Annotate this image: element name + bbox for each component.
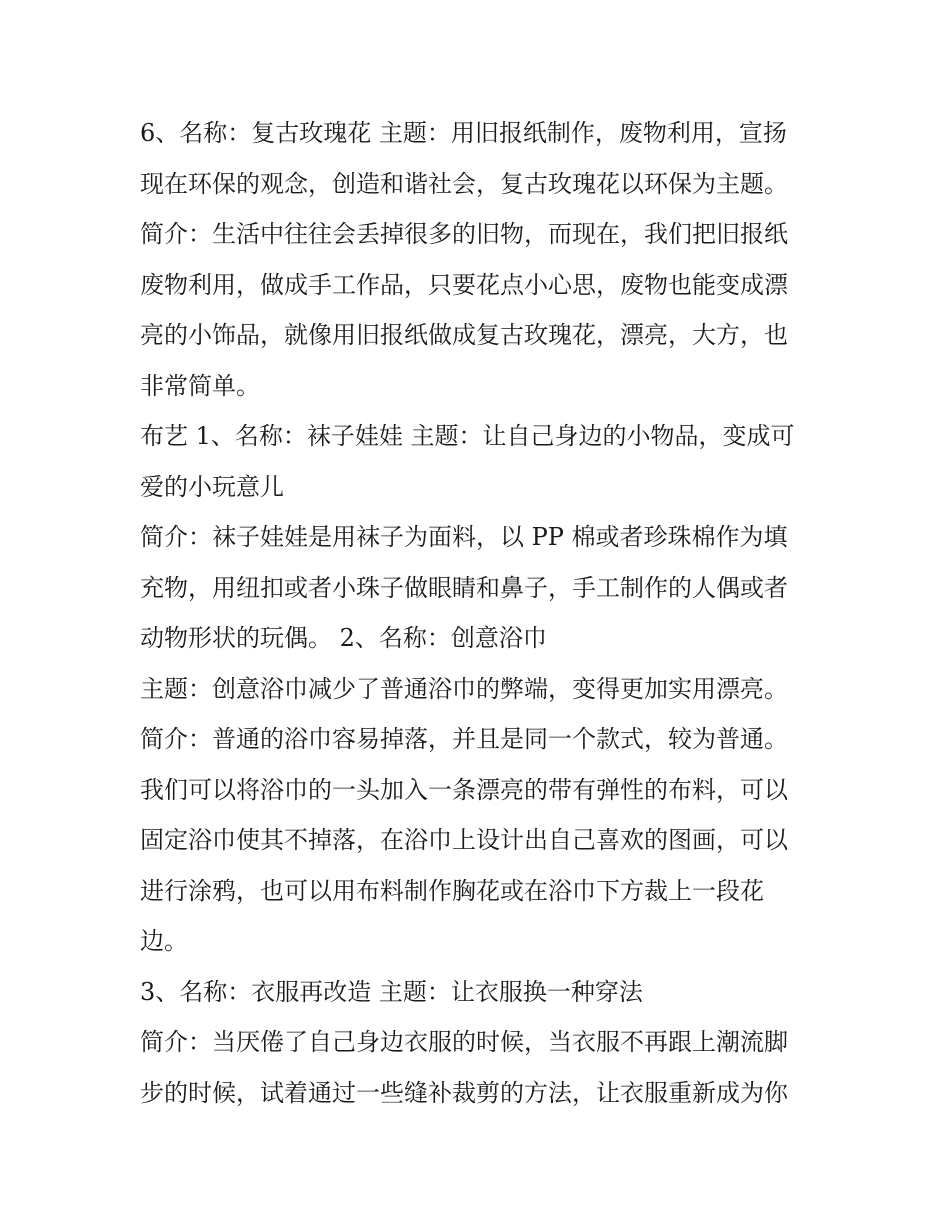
text-line: 主题：创意浴巾减少了普通浴巾的弊端，变得更加实用漂亮。: [140, 674, 788, 703]
text-line: 布艺 1、名称：袜子娃娃 主题：让自己身边的小物品，变成可: [140, 422, 795, 450]
text-line: 废物利用，做成手工作品，只要花点小心思，废物也能变成漂: [140, 270, 788, 299]
text-line: 现在环保的观念，创造和谐社会，复古玫瑰花以环保为主题。: [140, 169, 788, 198]
text-line: 亮的小饰品，就像用旧报纸做成复古玫瑰花，漂亮，大方，也: [140, 321, 788, 349]
text-line: 简介：普通的浴巾容易掉落，并且是同一个款式，较为普通。: [140, 725, 788, 753]
text-line: 我们可以将浴巾的一头加入一条漂亮的带有弹性的布料，可以: [140, 775, 788, 804]
text-line: 非常简单。: [140, 371, 260, 400]
text-line: 爱的小玩意儿: [140, 472, 284, 501]
text-line: 进行涂鸦，也可以用布料制作胸花或在浴巾下方裁上一段花: [140, 876, 764, 905]
text-line: 简介：袜子娃娃是用袜子为面料，以 PP 棉或者珍珠棉作为填: [140, 523, 788, 551]
text-line: 充物，用纽扣或者小珠子做眼睛和鼻子，手工制作的人偶或者: [140, 573, 788, 602]
text-line: 6、名称：复古玫瑰花 主题：用旧报纸制作，废物利用，宣扬: [140, 119, 787, 147]
text-line: 固定浴巾使其不掉落，在浴巾上设计出自己喜欢的图画，可以: [140, 826, 788, 854]
document-body: [140, 108, 820, 1118]
text-line: 简介：生活中往往会丢掉很多的旧物，而现在，我们把旧报纸: [140, 220, 788, 248]
text-line: 动物形状的玩偶。 2、名称：创意浴巾: [140, 624, 547, 652]
text-line: 边。: [140, 927, 188, 955]
text-line: 步的时候，试着通过一些缝补裁剪的方法，让衣服重新成为你: [140, 1078, 788, 1107]
text-line: 简介：当厌倦了自己身边衣服的时候，当衣服不再跟上潮流脚: [140, 1028, 788, 1056]
text-line: 3、名称：衣服再改造 主题：让衣服换一种穿法: [140, 977, 643, 1006]
